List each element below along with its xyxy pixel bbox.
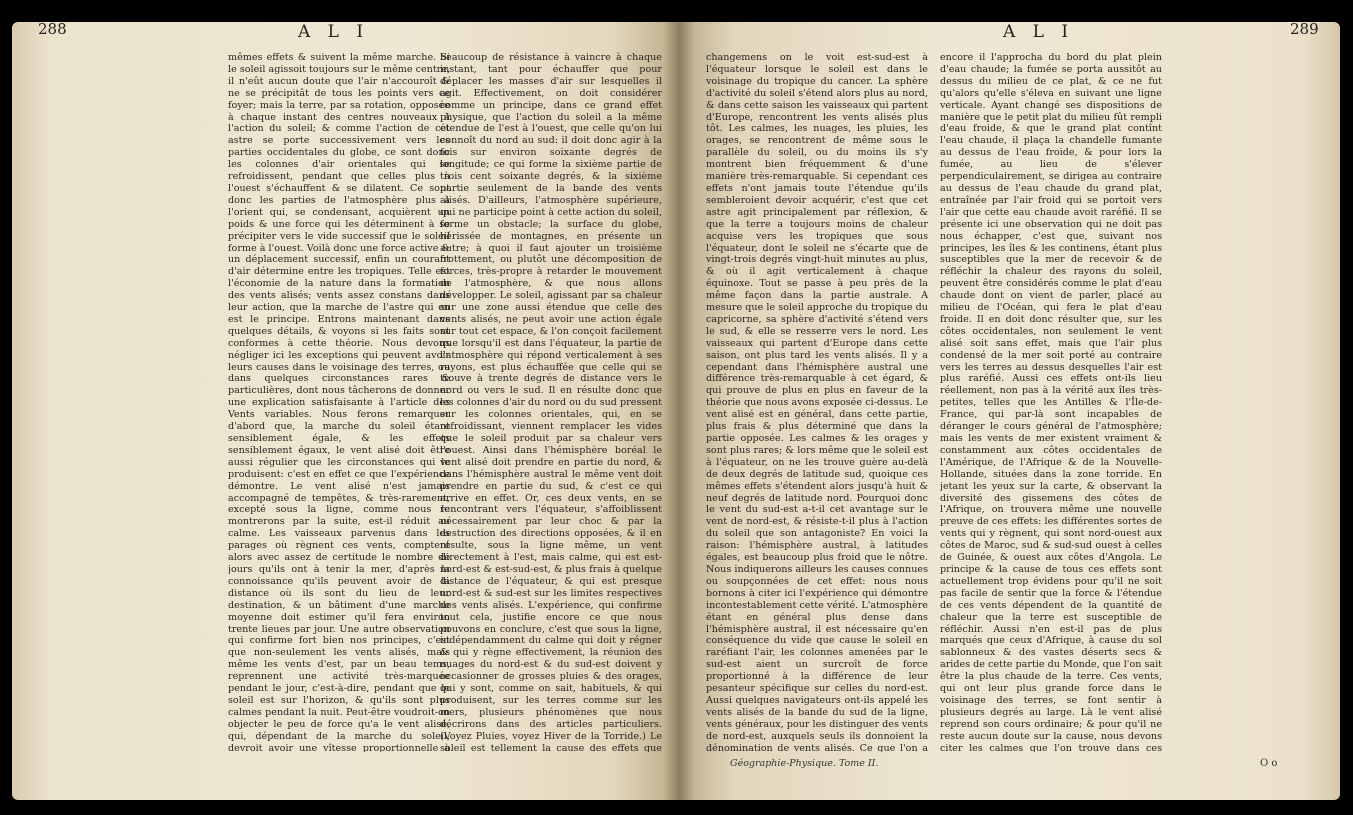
left-column-2: beaucoup de résistance à vaincre à chaque instant, tant pour échauffer que pour déplacer les masses d'air sur lesquelles il agit. Effectivement, on doit considérer comme un principe, dans ce grand effet physique, que l'action du soleil a la même étendue de l'est à l'ouest, que celle qu'on lui connoît du nord au sud: il doit donc agir à la fois sur environ soixante degrés de longitude; ce qui forme la sixième partie de trois cent soixante degrés, & la sixième partie seulement de la bande des vents alisés. D'ailleurs, l'atmosphère supérieure, qui ne participe point à cette action du soleil, forme un obstacle; la surface du globe, hérissée de montagnes, en présente un autre; à quoi il faut ajouter un troisième frottement, ou plutôt une décomposition de forces, très-propre à retarder le mouvement de l'atmosphère, & que nous allons développer. Le soleil, agissant par sa chaleur sur une zone aussi étendue que celle des vents alisés, ne peut avoir une action égale sur tout cet espace, & l'on conçoit facilement que lorsqu'il est dans l'équateur, la partie de l'atmosphère qui répond verticalement à ses rayons, est plus échauffée que celle qui se trouve à trente degrés de distance vers le nord ou vers le sud. Il en résulte donc que les colonnes d'air du nord ou du sud pressent sur les colonnes orientales, qui, en se refroidissant, viennent remplacer les vides que le soleil produit par sa chaleur vers l'ouest. Ainsi dans l'hémisphère boréal le vent alisé doit prendre en partie du nord, & dans l'hémisphère austral le même vent doit prendre en partie du sud, & c'est ce qui arrive en effet. Or, ces deux vents, en se rencontrant vers l'équateur, s'affoiblissent nécessairement par leur choc & par la destruction des directions opposées, & il en résulte, sous la ligne même, un vent directement à l'est, mais calme, qui est est-nord-est & est-sud-est, & plus frais à quelque distance de l'équateur, & qui est presque nord-est & sud-est sur les limites respectives des vents alisés. L'expérience, qui confirme tout cela, justifie encore ce que nous pouvons en conclure, c'est que sous la ligne, indépendamment du calme qui doit y régner & qui y règne effectivement, la réunion des nuages du nord-est & du sud-est doivent y occasionner de grosses pluies & des orages, qui y sont, comme on sait, habituels, & qui produisent, sur les terres comme sur les mers, plusieurs phénomènes que nous décrirons dans des articles particuliers. (Voyez Pluies, voyez Hiver de la Torride.) Le soleil est tellement la cause des effets que <box>440 52 662 752</box>
right-page-footer: Géographie-Physique. Tome II. <box>730 758 879 769</box>
right-page-number: 289 <box>1290 20 1319 38</box>
book-gutter <box>664 22 694 800</box>
right-column-2: encore il l'approcha du bord du plat plein d'eau chaude; la fumée se porta aussitôt au dessus du milieu de ce plat, & ce ne fut qu'alors qu'elle s'éleva en suivant une ligne verticale. Ayant changé ses dispositions de manière que le petit plat du milieu fût rempli d'eau froide, & que le grand plat contînt l'eau chaude, il plaça la chandelle fumante au dessus de l'eau froide, & pour lors la fumée, au lieu de s'élever perpendiculairement, se dirigea au contraire au dessus de l'eau chaude du grand plat, entraînée par l'air froid qui se portoit vers l'air que cette eau chaude avoit raréfié. Il se présente ici une observation qui ne doit pas nous échapper, c'est que, suivant nos principes, les îles & les continens, étant plus susceptibles que la mer de recevoir & de réfléchir la chaleur des rayons du soleil, peuvent être considérés comme le plat d'eau chaude dont on vient de parler, placé au milieu de l'Océan, qui fera le plat d'eau froide. Il en doit donc résulter que, sur les côtes occidentales, non seulement le vent alisé soit sans effet, mais que l'air plus condensé de la mer soit porté au contraire vers les terres au dessus desquelles l'air est plus raréfié. Aussi ces effets ont-ils lieu réellement, non pas à la vérité aux îles très-petites, telles que les Antilles & l'Île-de-France, qui par-là sont incapables de déranger le cours général de l'atmosphère; mais les vents de mer existent vraiment & constamment aux côtes occidentales de l'Amérique, de l'Afrique & de la Nouvelle-Hollande, situées dans la zone torride. En jetant les yeux sur la carte, & observant la diversité des gissemens des côtes de l'Afrique, on trouvera même une nouvelle preuve de ces effets: les différentes sortes de vents qui y règnent, qui sont nord-ouest aux côtes de Maroc, sud & sud-sud ouest à celles de Guinée, & ouest aux côtes d'Angola. Le principe & la cause de tous ces effets sont actuellement trop évidens pour qu'il ne soit pas facile de sentir que la force & l'étendue de ces vents dépendent de la quantité de chaleur que la terre est susceptible de réfléchir. Aussi n'en est-il pas de plus marqués que ceux d'Afrique, à cause du sol sablonneux & des vastes déserts secs & arides de cette partie du Monde, que l'on sait être la plus chaude de la terre. Ces vents, qui ont leur plus grande force dans le voisinage des terres, se font sentir à plusieurs degrés au large. Là le vent alisé reprend son cours ordinaire; & pour qu'il ne reste aucun doute sur la cause, nous devons citer les calmes que l'on trouve dans ces <box>940 52 1162 752</box>
left-running-head: A L I <box>298 22 370 42</box>
right-running-head: A L I <box>1003 22 1075 42</box>
left-page-number: 288 <box>38 20 67 38</box>
left-column-1: mêmes effets & suivent la même marche. Si le soleil agissoit toujours sur le même centre, il n'eût aucun doute que l'air n'accouroît & ne se précipitât de tous les points vers ce foyer; mais la terre, par sa rotation, opposée à chaque instant des centres nouveaux à l'action du soleil; & comme l'action de cet astre se porte successivement vers les parties occidentales du globe, ce sont donc les colonnes d'air orientales qui se refroidissent, pendant que celles plus à l'ouest s'échauffent & se dilatent. Ce sont donc les parties de l'atmosphère plus à l'orient qui, se condensant, acquièrent un poids & une force qui les déterminent à se précipiter vers le vide successif que le soleil forme à l'ouest. Voilà donc une force active & un déplacement successif, enfin un courant d'air détermine entre les tropiques. Telle est l'économie de la nature dans la formation des vents alisés; vents assez constans dans leur action, que la marche de l'astre qui en est le principe. Entrons maintenant dans quelques détails, & voyons si les faits sont conformes à cette théorie. Nous devons négliger ici les exceptions qui peuvent avoir leurs causes dans le voisinage des terres, ou dans quelques circonstances rares & particulières, dont nous tâcherons de donner une explication satisfaisante à l'article des Vents variables. Nous ferons remarquer d'abord que, la marche du soleil étant sensiblement égale, & les effets sensiblement égaux, le vent alisé doit être aussi régulier que les circonstances qui le produisent: c'est en effet ce que l'expérience démontre. Le vent alisé n'est jamais accompagné de tempêtes, & très-rarement, excepté sous la ligne, comme nous le montrerons par la suite, est-il réduit au calme. Les vaisseaux parvenus dans les parages où règnent ces vents, comptent alors avec assez de certitude le nombre de jours qu'ils ont à tenir la mer, d'après la connoissance qu'ils peuvent avoir de la distance où ils sont du lieu de leur destination, & un bâtiment d'une marche moyenne doit estimer qu'il fera environ trente lieues par jour. Une autre observation qui confirme fort bien nos principes, c'est que non-seulement les vents alisés, mais même les vents d'est, par un beau tems, reprennent une activité très-marquée pendant le jour, c'est-à-dire, pendant que le soleil est sur l'horizon, & qu'ils sont plus calmes pendant la nuit. Peut-être voudroit-on objecter le peu de force qu'a le vent alisé, qui, dépendant de la marche du soleil, devroit avoir une vîtesse proportionnelle à <box>228 52 450 752</box>
right-column-1: changemens on le voit est-sud-est à l'équateur lorsque le soleil est dans le voisinage du tropique du cancer. La sphère d'activité du soleil s'étend alors plus au nord, & dans cette saison les vaisseaux qui partent d'Europe, rencontrent les vents alisés plus tôt. Les calmes, les nuages, les pluies, les orages, se rencontrent de même sous le parallèle du soleil, ou du moins ils s'y montrent bien fréquemment & d'une manière très-remarquable. Si cependant ces effets n'ont jamais toute l'étendue qu'ils sembleroient devoir acquérir, c'est que cet astre agit principalement par réflexion, & que la terre a toujours moins de chaleur acquise vers les tropiques que sous l'équateur, dont le soleil ne s'écarte que de vingt-trois degrés vingt-huit minutes au plus, & où il agit verticalement à chaque équinoxe. Tout se passe à peu près de la même façon dans la partie australe. A mesure que le soleil approche du tropique du capricorne, sa sphère d'activité s'étend vers le sud, & elle se resserre vers le nord. Les vaisseaux qui partent d'Europe dans cette saison, ont plus tard les vents alisés. Il y a cependant dans l'hémisphère austral une différence très-remarquable à cet égard, & qui prouve de plus en plus en faveur de la théorie que nous avons exposée ci-dessus. Le vent alisé est en général, dans cette partie, plus frais & plus déterminé que dans la partie opposée. Les calmes & les orages y sont plus rares; & lors même que le soleil est à l'équateur, on ne les trouve guère au-delà de deux degrés de latitude sud, quoique ces mêmes effets s'étendent alors jusqu'à huit & neuf degrés de latitude nord. Pourquoi donc le vent du sud-est a-t-il cet avantage sur le vent de nord-est, & résiste-t-il plus à l'action du soleil que son antagoniste? En voici la raison: l'hémisphère austral, à latitudes égales, est beaucoup plus froid que le nôtre. Nous indiquerons ailleurs les causes connues ou soupçonnées de cet effet: nous nous bornons à citer ici l'expérience qui démontre incontestablement cette vérité. L'atmosphère étant en général plus dense dans l'hémisphère austral, il est nécessaire qu'en conséquence du vide que cause le soleil en raréfiant l'air, les colonnes amenées par le sud-est aient un surcroît de force proportionné à la différence de leur pesanteur spécifique sur celles du nord-est. Aussi quelques navigateurs ont-ils appelé les vents alisés de la bande du sud de la ligne, vents généraux, pour les distinguer des vents de nord-est, auxquels seuls ils donnoient la dénomination de vents alisés. Ce que l'on a <box>706 52 928 752</box>
signature-mark: O o <box>1260 758 1278 769</box>
